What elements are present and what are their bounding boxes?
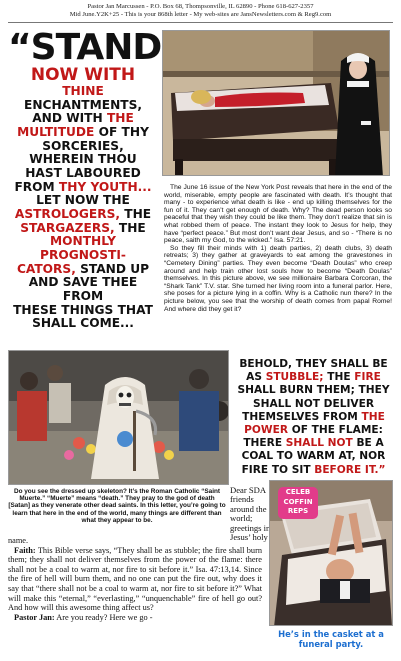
headline-line-5: AND WITH THE — [32, 111, 134, 126]
casket-party-photo — [269, 480, 393, 626]
headline-line-15: PROGNOSTI- — [40, 247, 126, 262]
headline-line-14: MONTHLY — [50, 234, 116, 249]
headline-line-8: WHEREIN THOU — [29, 152, 137, 167]
headline-scripture — [8, 27, 162, 331]
letter-body — [8, 536, 262, 622]
headline-line-16: CATORS, STAND UP — [16, 261, 150, 276]
headline-line-19: SHALL COME... — [32, 316, 134, 331]
headline-line-17: AND SAVE THEE FROM — [28, 275, 138, 303]
pastor-label: Pastor Jan: — [14, 612, 55, 622]
article-text — [164, 184, 392, 313]
article-paragraph-1: The June 16 issue of the New York Post reveals that here in the end of the world, miserable, empty people are fascinated with death. It’s thought that many - to experience what death is like - end up killing themselves for the fun of it. They can’t get enough of death. Why? The dead person looks so peaceful that they wish they could be like them. They don’t realize that sin is what robbed them of peace. The instant they look to Jesus for help, they have “perfect peace.” But most don’t want dear Jesus, and so - “There is no peace, saith my God, to the wicked.” Isa. 57:21. — [164, 184, 392, 245]
headline-line-13: STARGAZERS, THE — [20, 220, 146, 235]
headline-line-7: SORCERIES, — [42, 138, 124, 153]
coffin-nun-photo — [162, 30, 390, 176]
skeleton-photo-caption: Do you see the dressed up skeleton? It’s the Roman Catholic “Saint Muerte.” “Muerte” means “death.” They pray to the god of death [Satan] as they venerate other dead saints. In this letter, you’re going to learn that here in the end of the world, many things are different than what they appear to be. — [8, 488, 226, 524]
headline-line-10: FROM THY YOUTH... — [14, 179, 152, 194]
headline-line-12: ASTROLOGERS, THE — [14, 206, 152, 221]
article-paragraph-2: So they fill their minds with 1) death parties, 2) death clubs, 3) death retreats; 3) they gather at graveyards to eat among the gravestones in “Cemetery Dining” parties. They even become “Death Doulas” who creep around and help train other lost souls how to become “Death Doulas” themselves. In this picture above, we see millionaire Barbara Corcoran, the “Shark Tank” T.V. star. She turned her living room into a funeral parlor. Here, she poses for a picture lying in a coffin. Why is a Catholic nun there? In the picture below, you see that the worship of death comes from papal Rome! And where did they get it? — [164, 244, 392, 313]
header-issue-line: Mid June.Y2K+25 - This is your 868th letter - My web-sites are JansNewsletters.com & Reg9.com — [69, 11, 332, 18]
headline-line-11: LET NOW THE — [36, 193, 130, 208]
header-address-line: Pastor Jan Marcussen - P.O. Box 68, Thompsonville, IL 62890 - Phone 618-627-2357 — [87, 3, 314, 10]
headline-line-2: NOW WITH — [30, 65, 136, 85]
casket-photo-caption: He’s in the casket at a funeral party. — [278, 629, 384, 650]
headline-line-18: THESE THINGS THAT — [13, 302, 153, 317]
faith-label: Faith: — [14, 545, 36, 555]
headline-line-3: THINE — [62, 84, 104, 99]
headline-line-1: “STAND — [8, 27, 162, 68]
headline-line-6: MULTITUDE OF THY — [17, 125, 149, 139]
letter-header — [0, 3, 401, 19]
celeb-coffin-reps-badge: CELEB COFFIN REPS — [278, 487, 318, 519]
greeting-continuation: name. — [8, 536, 29, 545]
santa-muerte-photo — [8, 350, 229, 485]
stubble-quote: BEHOLD, THEY SHALL BE AS STUBBLE; THE FIRE SHALL BURN THEM; THEY SHALL NOT DELIVER THEMSELVES FROM THE POWER OF THE FLAME: THERE SHALL NOT BE A COAL TO WARM AT, NOR FIRE TO SIT BEFORE IT.” — [237, 358, 390, 476]
pastor-paragraph: Pastor Jan: Are you ready? Here we go - — [14, 612, 153, 622]
header-divider — [8, 22, 393, 23]
headline-line-4: ENCHANTMENTS, — [24, 97, 142, 112]
headline-line-9: HAST LABOURED — [25, 165, 141, 180]
greeting-text: Dear SDA friends around the world; greetings in Jesus’ holy — [230, 485, 271, 543]
faith-paragraph: Faith: This Bible verse says, “They shall be as stubble; the fire shall burn them; they shall not deliver themselves from the power of the flame: there shall not be a coal to warm at, nor fire to sit before it.” Isa. 47:13,14. Since the fire of hell will burn them, and no one can put the fire out, why does it say that “there shall not be a coal to warm at, nor fire to sit before it?” What will make this “eternal,” “everlasting,” “unquenchable” fire of hell go out? And how will this awesome thing affect us? — [8, 545, 262, 613]
